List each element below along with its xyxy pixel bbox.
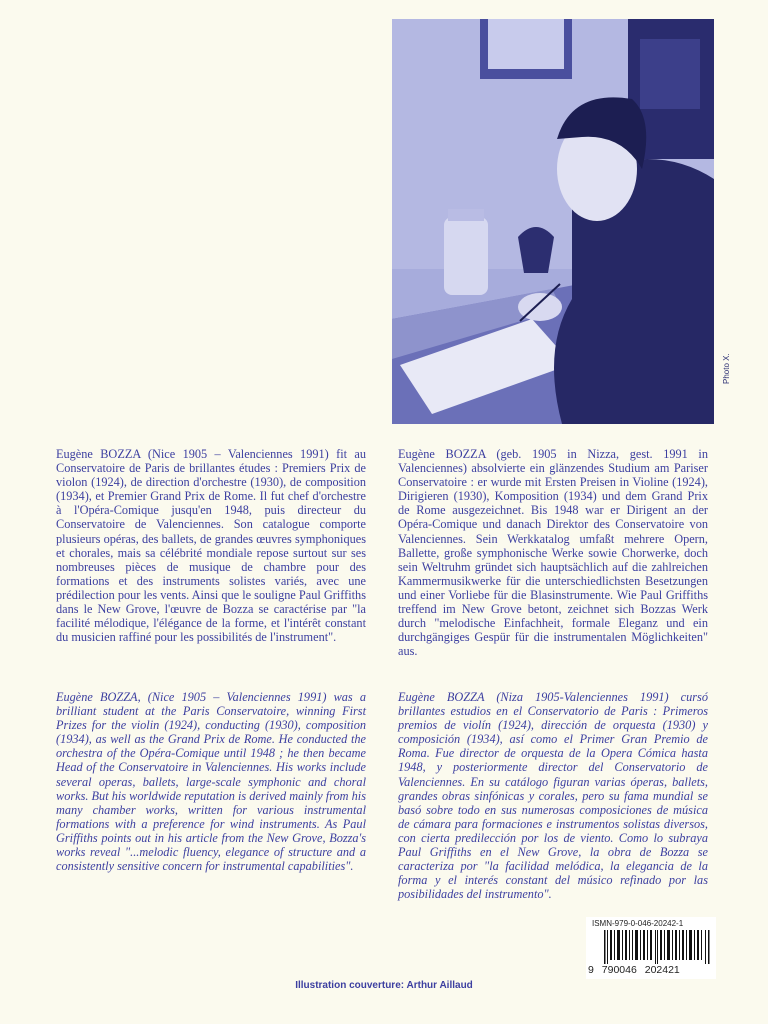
biography-german <box>398 447 708 658</box>
composer-portrait-image <box>392 19 714 424</box>
barcode-digit-group2: 202421 <box>644 964 680 976</box>
biography-english <box>56 690 366 873</box>
biography-german-text: Eugène BOZZA (geb. 1905 in Nizza, gest. 1991 in Valenciennes) absolvierte ein glänzendes Studium am Pariser Conservatoire : er wurde mit Ersten Preisen in Violine (1924), Dirigieren (1930), Komposition (1934) und dem Grand Prix de Rome ausgezeichnet. Bis 1948 war er Dirigent an der Opéra-Comique und danach Direktor des Conservatoire von Valenciennes. Sein Werkkatalog umfaßt mehrere Opern, Ballette, große symphonische Werke sowie Chorwerke, doch sein Weltruhm gründet sich hauptsächlich auf die zahlreichen Kammermusikwerke für die unterschiedlichsten Besetzungen und einer Vorliebe für die Blasinstrumente. Wie Paul Griffiths treffend im New Grove betont, zeichnet sich Bozzas Werk durch "melodische Einfachheit, formale Eleganz und ein durchgängiges Gespür für die instrumentalen Möglichkeiten" aus. <box>398 447 708 659</box>
biography-french-text: Eugène BOZZA (Nice 1905 – Valenciennes 1991) fit au Conservatoire de Paris de brillantes études : Premiers Prix de violon (1924), de direction d'orchestre (1930), de composition (1934), et Premier Grand Prix de Rome. Il fut chef d'orchestre à l'Opéra-Comique jusqu'en 1948, puis directeur du Conservatoire de Valenciennes. Son catalogue comporte plusieurs opéras, des ballets, de grandes œuvres symphoniques et chorales, mais sa célébrité mondiale repose surtout sur ses nombreuses pièces de musique de chambre pour des formations et des instruments solistes variés, avec une prédilection pour les vents. Ainsi que le souligne Paul Griffiths dans le New Grove, l'œuvre de Bozza se caractérise par "la facilité mélodique, l'élégance de la forme, et l'intérêt constant du musicien raffiné pour les possibilités de l'instrument". <box>56 447 366 645</box>
photo-credit: Photo X. <box>722 353 731 384</box>
ismn-number: ISMN-979-0-046-20242-1 <box>592 919 684 928</box>
barcode-digit-group1: 790046 <box>601 964 637 976</box>
barcode-icon <box>604 930 710 964</box>
biography-spanish-text: Eugène BOZZA (Niza 1905-Valenciennes 1991) cursó brillantes estudios en el Conservatorio de Paris : Primeros premios de violín (1924), dirección de orquesta (1930) y composición (1934), así como el Primer Gran Premio de Roma. Fue director de orquesta de la Opera Cómica hasta 1948, y posteriormente director del Conservatorio de Valenciennes. En su catálogo figuran varias óperas, ballets, grandes obras sinfónicas y corales, pero su fama mundial se basó sobre todo en sus numerosas composiciones de música de cámara para formaciones e instrumentos solistas diversos, con cierta predilección por los de viento. Como lo subraya Paul Griffiths en el New Grove, la obra de Bozza se caracteriza por "la facilidad melódica, la elegancia de la forma y el interés constant del músico refinado por las posibilidades del instrumento". <box>398 690 708 902</box>
barcode-digit-lead: 9 <box>588 964 594 976</box>
biography-french <box>56 447 366 644</box>
biography-english-text: Eugène BOZZA, (Nice 1905 – Valenciennes 1991) was a brilliant student at the Paris Conservatoire, winning First Prizes for the violin (1924), conducting (1930), composition (1934), as well as the Grand Prix de Rome. He conducted the orchestra of the Opéra-Comique until 1948 ; he then became Head of the Conservatoire in Valenciennes. His works include several operas, ballets, large-scale symphonic and choral works. But his worldwide reputation is derived mainly from his many chamber works, written for various instrumental formations with a preference for wind instruments. As Paul Griffiths points out in his article from the New Grove, Bozza's works reveal "...melodic fluency, elegance of structure and a consistently sensitive concern for instrumental capabilities". <box>56 690 366 874</box>
illustration-credit: Illustration couverture: Arthur Aillaud <box>295 980 473 991</box>
barcode-digits <box>588 964 685 976</box>
biography-spanish <box>398 690 708 901</box>
composer-photo <box>392 19 714 424</box>
